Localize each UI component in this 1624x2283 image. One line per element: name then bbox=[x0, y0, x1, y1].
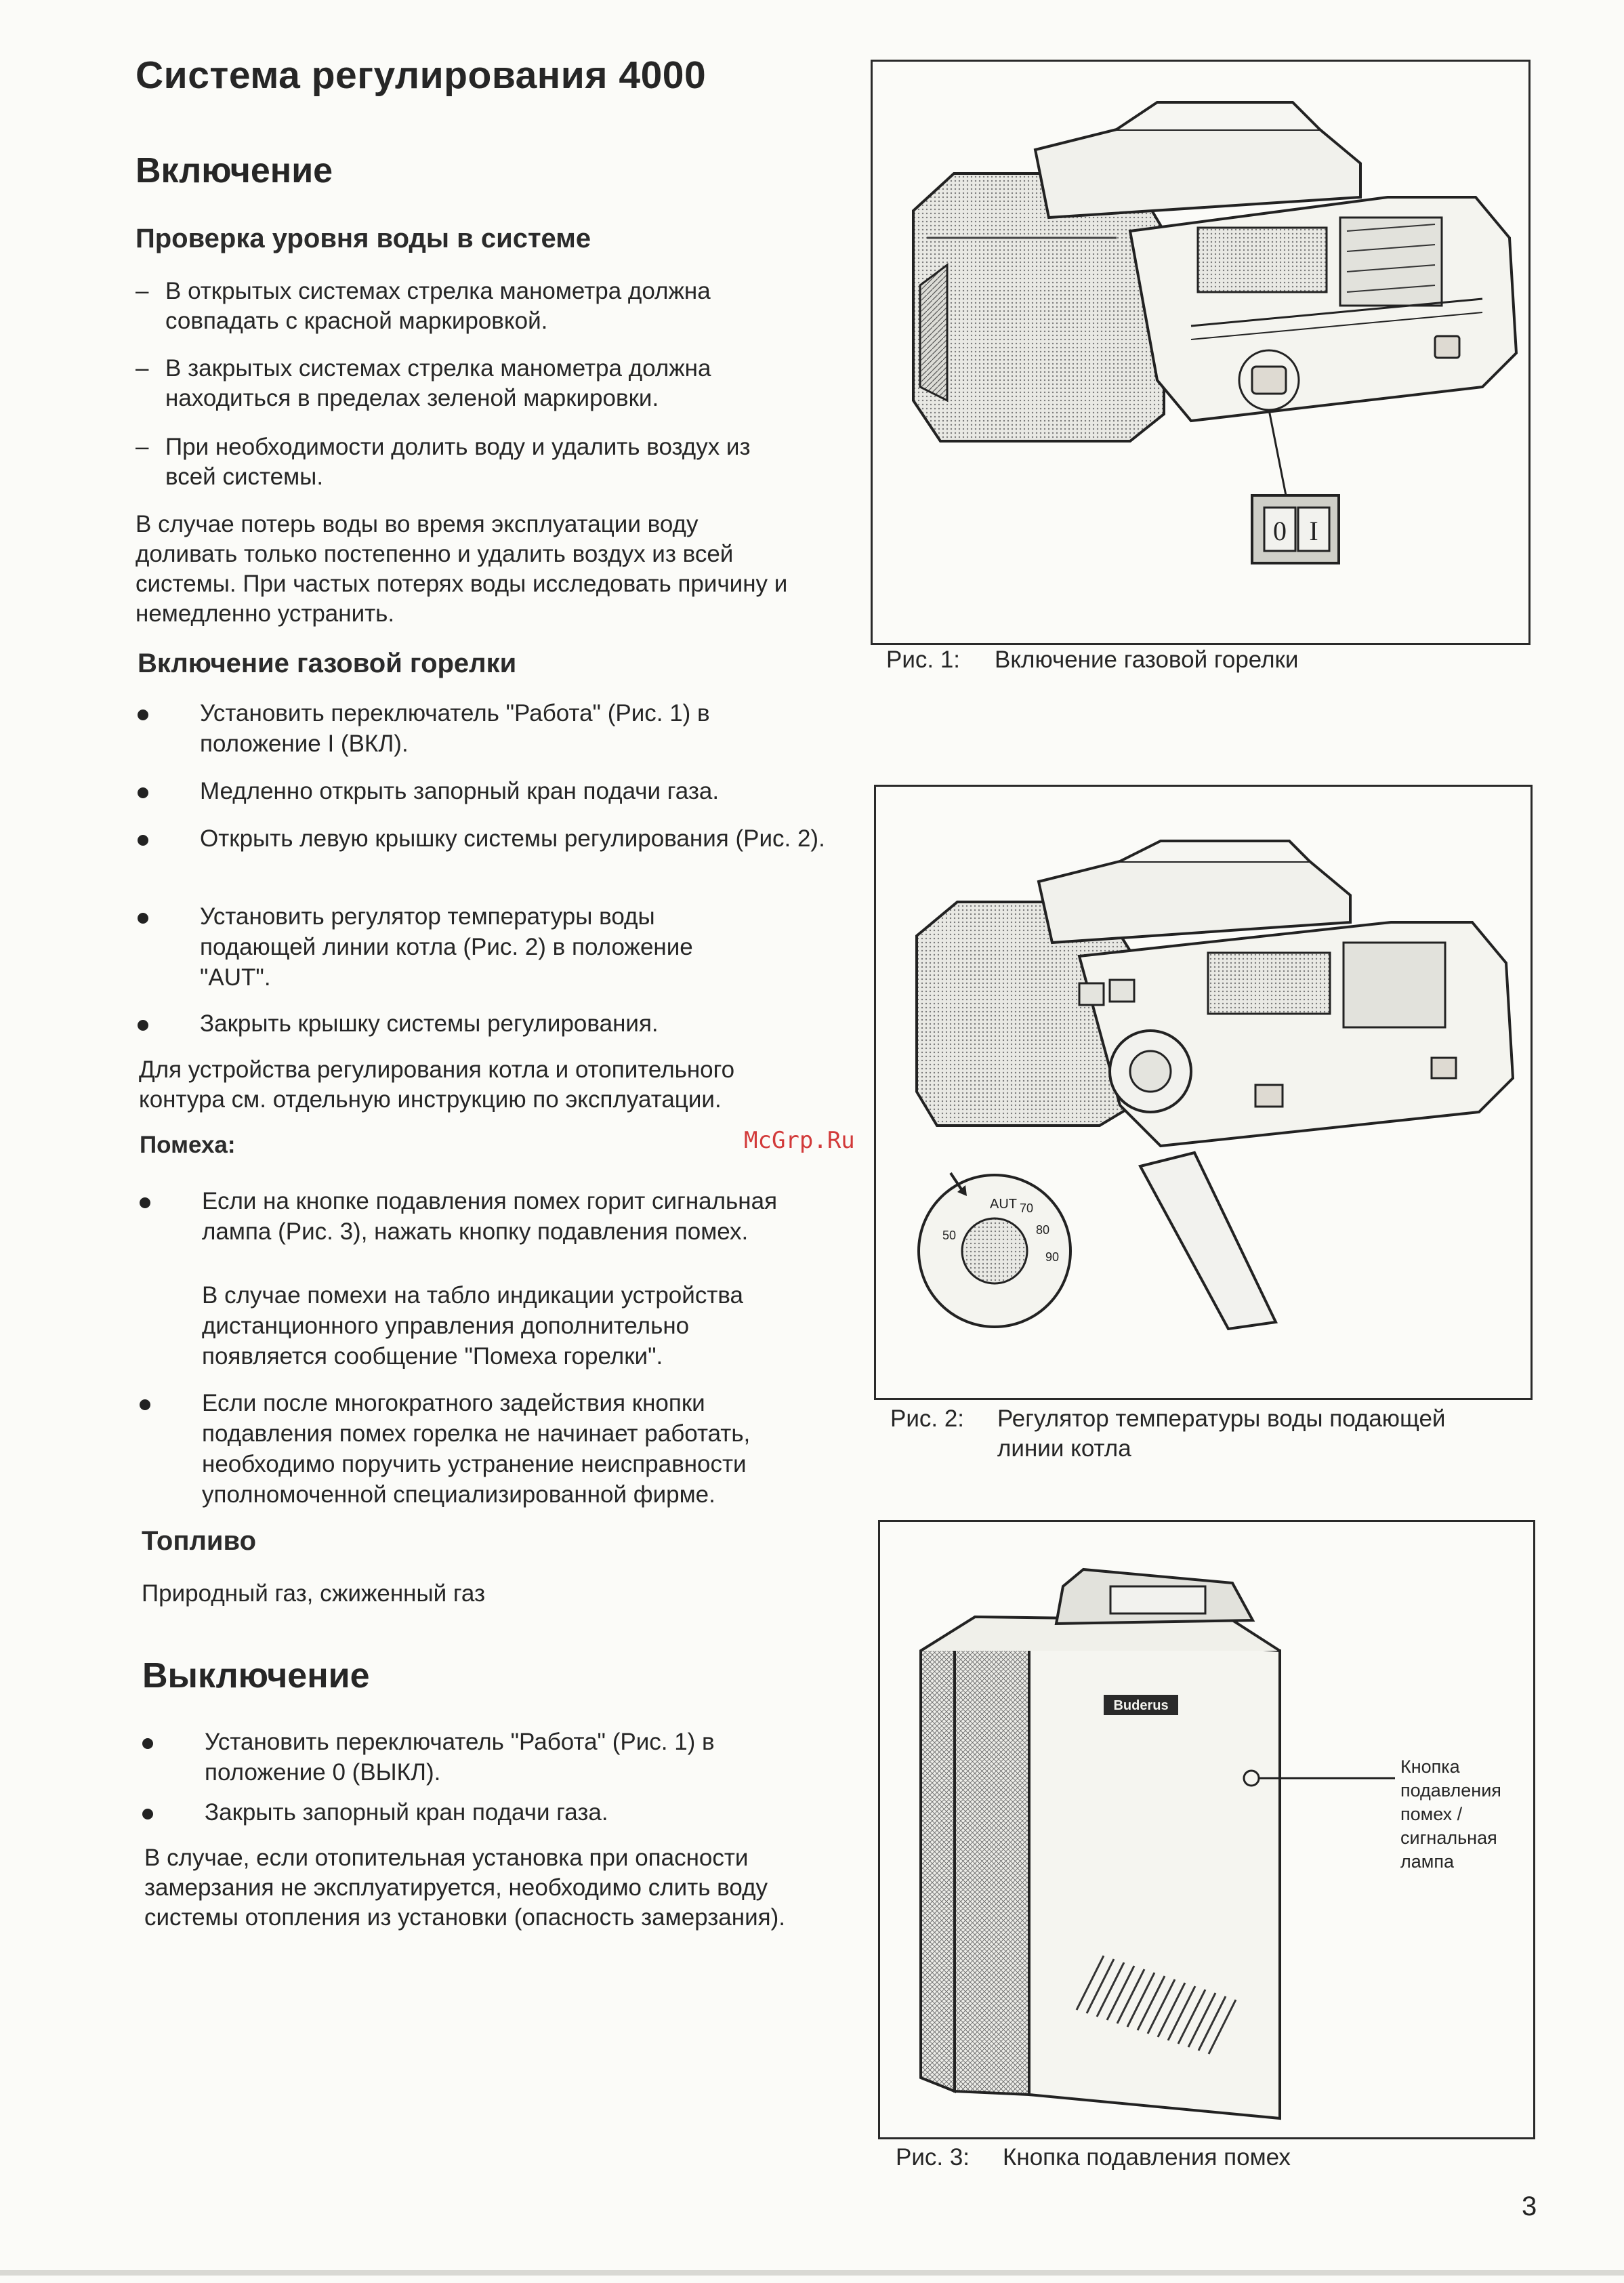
bullet-marker bbox=[138, 835, 148, 846]
subheading-fuel: Топливо bbox=[142, 1526, 257, 1556]
bullet-marker bbox=[142, 1738, 153, 1749]
switch-label-on: I bbox=[1309, 516, 1318, 546]
bullet-marker bbox=[140, 1197, 150, 1208]
bullet-marker bbox=[138, 1020, 148, 1031]
bullet-marker bbox=[138, 709, 148, 720]
callout-line-2: подавления bbox=[1400, 1780, 1501, 1801]
callout-line-1: Кнопка bbox=[1400, 1756, 1460, 1777]
figure-1-frame bbox=[871, 60, 1531, 645]
page-number: 3 bbox=[1522, 2192, 1537, 2221]
subheading-burner-on: Включение газовой горелки bbox=[138, 649, 517, 678]
subheading-water-check: Проверка уровня воды в системе bbox=[136, 224, 591, 253]
callout-line-3: помех / bbox=[1400, 1804, 1463, 1824]
dash-marker: – bbox=[136, 434, 149, 460]
water-check-note: В случае потерь воды во время эксплуатации воду доливать только постепенно и удалить воздух из всей системы. При частых потерях воды исследовать причину и немедленно устранить. bbox=[136, 511, 788, 627]
figure-3-text: Кнопка подавления помех bbox=[1003, 2144, 1291, 2171]
switch-label-off: 0 bbox=[1273, 516, 1287, 546]
brand-label: Buderus bbox=[1113, 1698, 1169, 1713]
page-title: Система регулирования 4000 bbox=[136, 54, 707, 97]
figure-1-text: Включение газовой горелки bbox=[995, 646, 1299, 673]
dial-label-80: 80 bbox=[1036, 1223, 1050, 1237]
callout-line-5: лампа bbox=[1400, 1851, 1454, 1872]
temperature-dial-illustration bbox=[876, 787, 1531, 1398]
figure-2-frame bbox=[874, 785, 1533, 1400]
dial-label-50: 50 bbox=[942, 1229, 957, 1242]
figure-1-number: Рис. 1: bbox=[886, 646, 961, 673]
subheading-fault: Помеха: bbox=[140, 1132, 236, 1158]
bullet-marker bbox=[142, 1809, 153, 1819]
dash-marker: – bbox=[136, 278, 149, 304]
figure-2-text: Регулятор температуры воды подающей линии котла bbox=[997, 1405, 1446, 1462]
off-note: В случае, если отопительная установка при опасности замерзания не эксплуатируется, необходимо слить воду системы отопления из установки (опасность замерзания). bbox=[144, 1845, 785, 1931]
figure-3-frame bbox=[878, 1520, 1535, 2139]
fault-item-1-extra: В случае помехи на табло индикации устройства дистанционного управления дополнительно появляется сообщение "Помеха горелки". bbox=[202, 1282, 744, 1370]
fuel-text: Природный газ, сжиженный газ bbox=[142, 1580, 486, 1607]
bullet-marker bbox=[140, 1399, 150, 1410]
bullet-marker bbox=[138, 913, 148, 924]
dial-label-70: 70 bbox=[1020, 1201, 1034, 1215]
bottom-edge bbox=[0, 2270, 1624, 2276]
dial-label-aut: AUT bbox=[990, 1197, 1017, 1212]
burner-on-note: Для устройства регулирования котла и отопительного контура см. отдельную инструкцию по эксплуатации. bbox=[139, 1056, 735, 1113]
watermark: McGrp.Ru bbox=[744, 1127, 855, 1154]
section-heading-off: Выключение bbox=[142, 1656, 370, 1695]
boiler-illustration bbox=[880, 1522, 1533, 2137]
control-unit-illustration bbox=[873, 62, 1528, 643]
figure-2-number: Рис. 2: bbox=[890, 1405, 965, 1432]
figure-3-number: Рис. 3: bbox=[896, 2144, 970, 2171]
callout-line-4: сигнальная bbox=[1400, 1828, 1497, 1848]
dial-label-90: 90 bbox=[1045, 1250, 1060, 1264]
section-heading-on: Включение bbox=[136, 151, 333, 190]
bullet-marker bbox=[138, 787, 148, 798]
dash-marker: – bbox=[136, 355, 149, 382]
